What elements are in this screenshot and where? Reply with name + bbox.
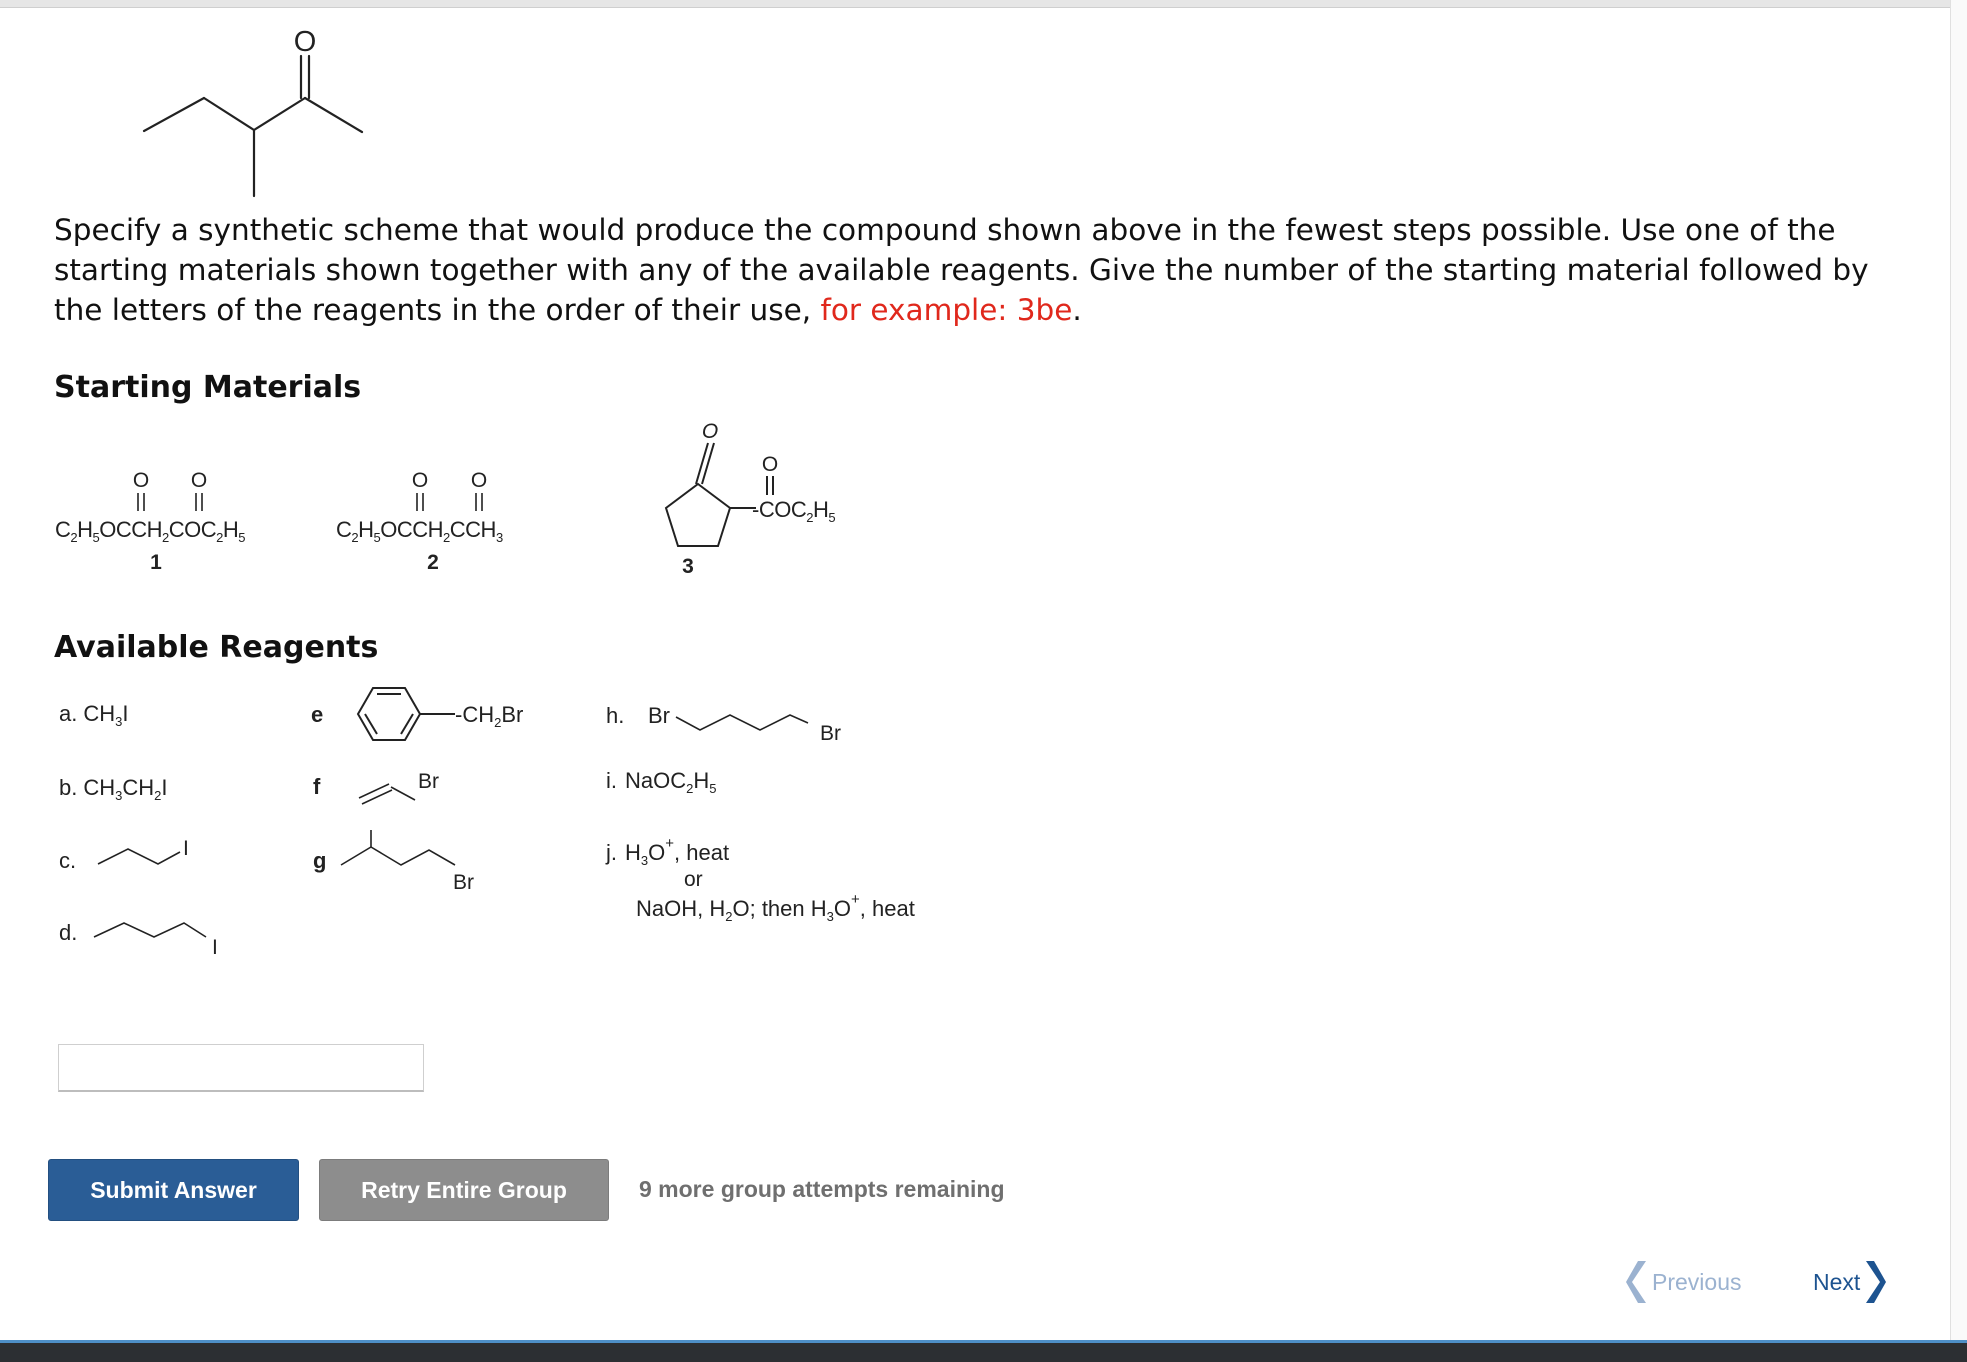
sm1-number: 1 — [150, 551, 162, 574]
reagent-a: a. $CH_3I$ — [59, 701, 129, 729]
reagent-g-bromine: Br — [453, 871, 474, 894]
starting-material-1 — [52, 460, 302, 580]
reagent-h-bromine-left: Br — [648, 703, 670, 728]
sm1-oxygen-2: O — [190, 469, 208, 492]
sm2-oxygen-1: O — [411, 469, 429, 492]
reagents-column-1 — [54, 686, 294, 956]
target-structure — [120, 10, 380, 200]
attempts-remaining: 9 more group attempts remaining — [639, 1176, 1005, 1202]
next-label: Next — [1813, 1268, 1861, 1295]
sm2-formula: $C_2H_5OCCH_2CCH_3$ — [336, 517, 503, 545]
previous-link[interactable] — [1626, 1262, 1741, 1302]
starting-material-2 — [334, 460, 554, 580]
reagents-column-3 — [600, 690, 1000, 930]
sm2-number: 2 — [427, 551, 439, 574]
chevron-left-icon — [1626, 1261, 1648, 1303]
sm3-number: 3 — [682, 555, 694, 578]
reagent-i: i. $NaOC_2H_5$ — [606, 768, 717, 796]
top-border — [0, 0, 1967, 8]
sm2-oxygen-2: O — [470, 469, 488, 492]
reagent-j-or: or — [684, 868, 703, 891]
reagent-h-label: h. — [606, 703, 625, 728]
previous-label: Previous — [1652, 1268, 1742, 1295]
question-prompt — [54, 210, 1884, 330]
scrollbar[interactable] — [1950, 0, 1967, 1340]
reagents-column-2 — [305, 670, 595, 910]
reagent-d-iodine: I — [212, 936, 218, 956]
submit-answer-button[interactable]: Submit Answer — [48, 1159, 299, 1221]
retry-entire-group-button[interactable]: Retry Entire Group — [319, 1159, 609, 1221]
reagent-g-label: g — [313, 848, 327, 873]
sm1-formula: $C_2H_5OCCH_2COC_2H_5$ — [55, 517, 246, 545]
available-reagents-heading: Available Reagents — [54, 630, 379, 665]
question-end: . — [1072, 293, 1082, 327]
target-oxygen: O — [293, 26, 317, 58]
sm1-oxygen-1: O — [132, 469, 150, 492]
next-link[interactable] — [1813, 1262, 1886, 1302]
chevron-right-icon — [1864, 1261, 1886, 1303]
starting-materials-heading: Starting Materials — [54, 370, 362, 405]
reagent-b: b. $CH_3CH_2I$ — [59, 775, 168, 803]
answer-input[interactable] — [58, 1044, 424, 1092]
reagent-c-label: c. — [59, 848, 77, 873]
reagent-f-bromine: Br — [418, 770, 439, 793]
reagent-j-line2: NaOH, $H_2O$; then $H_3O^+$, heat — [636, 891, 915, 924]
sm3-ring-oxygen: O — [701, 420, 719, 443]
sm3-ester-group: $-COC_2H_5$ — [752, 497, 836, 525]
reagent-j-line1: j. $H_3O^+$, heat — [606, 835, 730, 868]
question-body: Specify a synthetic scheme that would produce the compound shown above in the fewest steps possible. Use one of the starting materials shown together with any of the available reagents. Give the number of the starting material followed by the letters of the reagents in the order of their use, — [54, 213, 1869, 327]
starting-material-3 — [638, 410, 868, 585]
reagent-c-iodine: I — [183, 837, 189, 860]
reagent-f-label: f — [313, 774, 321, 799]
example-text: for example: 3be — [820, 293, 1073, 327]
reagent-d-label: d. — [59, 920, 78, 945]
sm3-ester-oxygen: O — [761, 453, 779, 476]
reagent-e-group: $-CH_2Br$ — [455, 702, 524, 730]
reagent-e-label: e — [311, 702, 324, 727]
reagent-h-bromine-right: Br — [820, 722, 841, 745]
